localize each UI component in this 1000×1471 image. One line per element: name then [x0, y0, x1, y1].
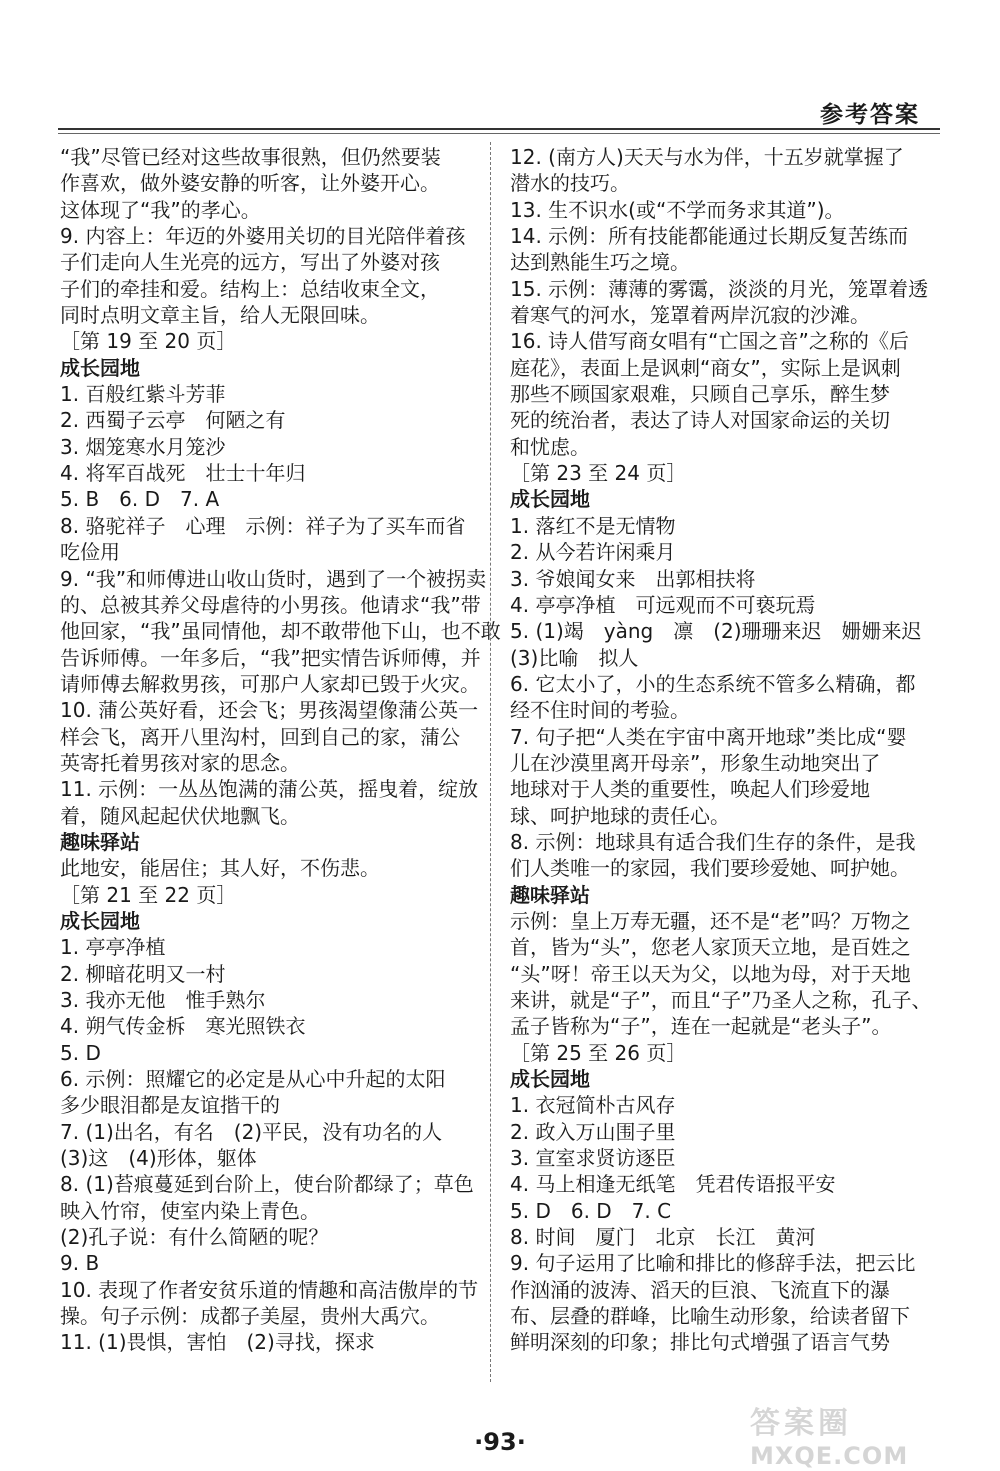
answer-line: 8. 时间 厦门 北京 长江 黄河	[510, 1225, 816, 1250]
answer-line: 8. 骆驼祥子 心理 示例：祥子为了买车而省	[60, 513, 466, 538]
answer-line: 10. 表现了作者安贫乐道的情趣和高洁傲岸的节	[60, 1277, 479, 1302]
answer-line: 作喜欢，做外婆安静的听客，让外婆开心。	[60, 171, 440, 196]
answer-line: 子们的牵挂和爱。结构上：总结收束全文，	[60, 276, 440, 301]
answer-line: 16. 诗人借写商女唱有“亡国之音”之称的《后	[510, 329, 909, 354]
answer-line: 8. 示例：地球具有适合我们生存的条件，是我	[510, 829, 916, 854]
header-rule	[58, 128, 940, 130]
answer-line: 潜水的技巧。	[510, 171, 630, 196]
answer-line: 5. D 6. D 7. C	[510, 1198, 672, 1223]
answer-line: 4. 亭亭净植 可远观而不可亵玩焉	[510, 592, 816, 617]
answer-line: (2)孔子说：有什么简陋的呢？	[60, 1225, 329, 1250]
section-heading: 成长园地	[60, 355, 140, 380]
answer-line: 3. 爷娘闻女来 出郭相扶将	[510, 566, 756, 591]
answer-line: 4. 马上相逢无纸笔 凭君传语报平安	[510, 1172, 836, 1197]
answer-line: 4. 朔气传金柝 寒光照铁衣	[60, 1014, 306, 1039]
column-divider	[490, 142, 491, 1382]
answer-line: 2. 柳暗花明又一村	[60, 961, 226, 986]
answer-line: 3. 我亦无他 惟手熟尔	[60, 988, 266, 1012]
answer-line: 请师傅去解救男孩，可那户人家却已毁于火灾。	[60, 671, 480, 696]
answer-line: 同时点明文章主旨，给人无限回味。	[60, 303, 380, 328]
answer-line: 多少眼泪都是友谊揩干的	[60, 1093, 280, 1118]
section-heading: 成长园地	[510, 1067, 590, 1092]
answer-line: 此地安，能居住；其人好，不伤悲。	[60, 856, 380, 881]
answer-line: 7. (1)出名，有名 (2)平民，没有功名的人	[60, 1119, 443, 1144]
watermark-top-text: 答案圈	[750, 1406, 852, 1441]
page-number: ·93·	[474, 1428, 526, 1456]
answer-line: 来讲，就是“子”，而且“子”乃圣人之称，孔子、	[510, 988, 932, 1012]
answer-line: 映入竹帘，使室内染上青色。	[60, 1198, 320, 1223]
answer-line: 庭花》，表面上是讽刺“商女”，实际上是讽刺	[510, 355, 901, 380]
answer-line: 告诉师傅。一年多后，“我”把实情告诉师傅，并	[60, 645, 481, 670]
header-rule-thin	[58, 133, 940, 134]
answer-line: (3)这 (4)形体，躯体	[60, 1146, 257, 1171]
answer-line: ［第 25 至 26 页］	[510, 1040, 687, 1065]
section-heading: 趣味驿站	[60, 829, 140, 854]
answer-line: 死的统治者，表达了诗人对国家命运的关切	[510, 408, 890, 433]
right-column	[510, 144, 940, 1356]
answer-line: 那些不顾国家艰难，只顾自己享乐，醉生梦	[510, 382, 890, 407]
left-column	[60, 144, 501, 1356]
section-heading: 成长园地	[60, 908, 140, 933]
answer-line: 9. B	[60, 1251, 100, 1276]
answer-line: 1. 落红不是无情物	[510, 513, 676, 538]
answer-line: 这体现了“我”的孝心。	[60, 197, 261, 222]
answer-line: 2. 政入万山围子里	[510, 1119, 676, 1144]
watermark-logo	[750, 1398, 960, 1470]
answer-line: 4. 将军百战死 壮士十年归	[60, 461, 306, 486]
answer-line: 地球对于人类的重要性，唤起人们珍爱地	[510, 777, 870, 802]
answer-line: 布、层叠的群峰，比喻生动形象，给读者留下	[510, 1304, 910, 1329]
header-title: 参考答案	[820, 102, 920, 128]
answer-line: 英寄托着男孩对家的思念。	[60, 750, 300, 775]
answer-line: 1. 衣冠简朴古风存	[510, 1093, 676, 1118]
answer-line: 3. 烟笼寒水月笼沙	[60, 434, 226, 459]
answer-line: ［第 23 至 24 页］	[510, 461, 687, 486]
answer-line: 球、呵护地球的责任心。	[510, 803, 730, 828]
answer-line: 9. 句子运用了比喻和排比的修辞手法，把云比	[510, 1251, 916, 1276]
answer-line: 10. 蒲公英好看，还会飞；男孩渴望像蒲公英一	[60, 698, 479, 723]
answer-line: (3)比喻 拟人	[510, 645, 639, 670]
answer-line: 2. 西蜀子云亭 何陋之有	[60, 408, 286, 433]
answer-line: 9. 内容上：年迈的外婆用关切的目光陪伴着孩	[60, 224, 466, 249]
answer-line: 14. 示例：所有技能都能通过长期反复苦练而	[510, 224, 909, 249]
answer-line: 和忧虑。	[510, 434, 590, 459]
answer-line: 经不住时间的考验。	[510, 698, 690, 723]
answer-line: 12. (南方人)天天与水为伴，十五岁就掌握了	[510, 145, 904, 169]
section-heading: 成长园地	[510, 487, 590, 512]
answer-line: 们人类唯一的家园，我们要珍爱她、呵护她。	[510, 856, 910, 881]
answer-line: 样会飞，离开八里沟村，回到自己的家，蒲公	[60, 724, 460, 749]
answer-line: 1. 亭亭净植	[60, 935, 166, 960]
answer-line: “头”呀！帝王以天为父，以地为母，对于天地	[510, 961, 911, 986]
answer-line: 子们走向人生光亮的远方，写出了外婆对孩	[60, 250, 440, 275]
answer-line: 的、总被其养父母虐待的小男孩。他请求“我”带	[60, 592, 481, 617]
answer-line: “我”尽管已经对这些故事很熟，但仍然要装	[60, 145, 441, 169]
answer-line: 吃俭用	[60, 540, 120, 565]
answer-line: 3. 宣室求贤访逐臣	[510, 1146, 676, 1171]
answer-line: 9. “我”和师傅进山收山货时，遇到了一个被拐卖	[60, 566, 487, 591]
watermark-bottom-text: MXQE.COM	[750, 1442, 909, 1470]
answer-line: 11. (1)畏惧，害怕 (2)寻找，探求	[60, 1330, 375, 1355]
section-heading: 趣味驿站	[510, 882, 590, 907]
answer-line: 示例：皇上万寿无疆，还不是“老”吗？万物之	[510, 908, 911, 933]
answer-line: 7. 句子把“人类在宇宙中离开地球”类比成“婴	[510, 724, 907, 749]
answer-line: 8. (1)苔痕蔓延到台阶上，使台阶都绿了；草色	[60, 1172, 474, 1197]
answer-line: 5. B 6. D 7. A	[60, 487, 220, 512]
answer-line: 15. 示例：薄薄的雾霭，淡淡的月光，笼罩着透	[510, 276, 929, 301]
answer-line: 儿在沙漠里离开母亲”，形象生动地突出了	[510, 750, 881, 775]
answer-line: 11. 示例：一丛丛饱满的蒲公英，摇曳着，绽放	[60, 777, 479, 802]
answer-line: 鲜明深刻的印象；排比句式增强了语言气势	[510, 1330, 890, 1355]
answer-line: 着，随风起起伏伏地飘飞。	[60, 803, 300, 828]
answer-line: 达到熟能生巧之境。	[510, 250, 690, 275]
answer-line: 13. 生不识水(或“不学而务求其道”)。	[510, 197, 845, 222]
answer-line: 首，皆为“头”，您老人家顶天立地，是百姓之	[510, 935, 911, 960]
answer-line: 2. 从今若许闲乘月	[510, 540, 676, 565]
answer-line: 操。句子示例：成都子美屋，贵州大禹穴。	[60, 1304, 440, 1329]
answer-line: 作汹涌的波涛、滔天的巨浪、飞流直下的瀑	[510, 1277, 890, 1302]
answer-line: 着寒气的河水，笼罩着两岸沉寂的沙滩。	[510, 303, 870, 328]
answer-line: 他回家，“我”虽同情他，却不敢带他下山，也不敢	[60, 619, 501, 644]
answer-line: 孟子皆称为“子”，连在一起就是“老头子”。	[510, 1014, 892, 1039]
answer-line: ［第 19 至 20 页］	[60, 329, 237, 354]
answer-line: 5. D	[60, 1040, 101, 1065]
answer-line: 5. (1)竭 yàng 凛 (2)珊珊来迟 姗姗来迟	[510, 619, 922, 644]
answer-line: 1. 百般红紫斗芳菲	[60, 382, 226, 407]
answer-line: ［第 21 至 22 页］	[60, 882, 237, 907]
answer-line: 6. 它太小了，小的生态系统不管多么精确，都	[510, 671, 916, 696]
answer-line: 6. 示例：照耀它的必定是从心中升起的太阳	[60, 1067, 446, 1092]
